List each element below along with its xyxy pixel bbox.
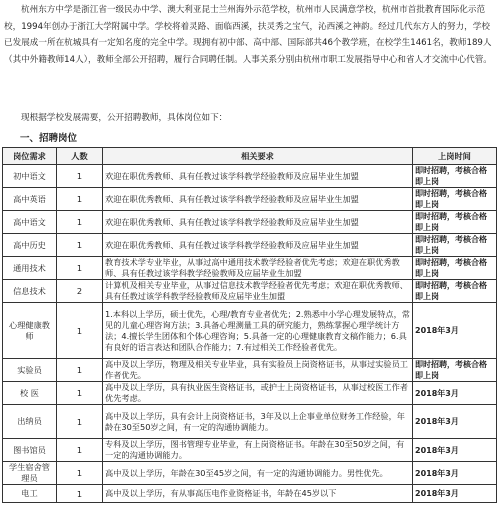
- table-row: [3, 280, 497, 303]
- table-row: [3, 359, 497, 382]
- count-cell: 1: [57, 439, 103, 462]
- count-cell: 1: [57, 485, 103, 503]
- requirement-cell: 高中及以上学历，物理及相关专业毕业，具有实验员上岗资格证书，从事过实验员工作者优先。: [103, 359, 413, 382]
- requirement-cell: 教育技术学专业毕业，从事过高中通用技术教学经验者优先考虑；欢迎在职优秀教师、具有任教过该学科教学经验教师及应届毕业生加盟: [103, 257, 413, 280]
- table-row: [3, 234, 497, 257]
- count-cell: 1: [57, 234, 103, 257]
- time-cell: 即时招聘，考核合格即上岗: [413, 234, 497, 257]
- requirement-cell: 1.本科以上学历，硕士优先，心理/教育专业者优先；2.熟悉中小学心理发展特点，常见的儿童心理咨询方法；3.具备心理测量工具的研究能力，熟练掌握心理学统计方法；4.擅长学生团体和个体心理咨询；5.具备一定的心理健康教育文稿作能力；6.具有良好的语言表达和团队合作能力；7.有过相关工作经验者优先。: [103, 303, 413, 359]
- position-cell: 出纳员: [3, 405, 57, 439]
- time-cell: 即时招聘，考核合格即上岗: [413, 280, 497, 303]
- position-cell: 心理健康教师: [3, 303, 57, 359]
- table-row: [3, 382, 497, 405]
- requirement-cell: 高中及以上学历，具有会计上岗资格证书，3年及以上企事业单位财务工作经验，年龄在30至50岁之间，有一定的沟通协调能力。: [103, 405, 413, 439]
- table-row: [3, 257, 497, 280]
- table-row: [3, 462, 497, 485]
- requirement-cell: 专科及以上学历，图书管理专业毕业，有上岗资格证书。年龄在30至50岁之间，有一定的沟通协调能力。: [103, 439, 413, 462]
- requirement-cell: 欢迎在职优秀教师、具有任教过该学科教学经验教师及应届毕业生加盟: [103, 165, 413, 188]
- position-cell: 校 医: [3, 382, 57, 405]
- count-cell: 1: [57, 405, 103, 439]
- requirement-cell: 高中及以上学历，有从事高压电作业资格证书，年龄在45岁以下: [103, 485, 413, 503]
- recruit-note: 现根据学校发展需要，公开招聘教师，具体岗位如下：: [21, 113, 228, 123]
- requirement-cell: 欢迎在职优秀教师、具有任教过该学科教学经验教师及应届毕业生加盟: [103, 211, 413, 234]
- position-cell: 图书馆员: [3, 439, 57, 462]
- time-cell: 即时招聘，考核合格即上岗: [413, 359, 497, 382]
- position-cell: 实验员: [3, 359, 57, 382]
- time-cell: 2018年3月: [413, 485, 497, 503]
- table-header-row: [3, 148, 497, 165]
- header-requirements: 相关要求: [103, 148, 413, 165]
- requirement-cell: 高中及以上学历，年龄在30至45岁之间，有一定的沟通协调能力。男性优先。: [103, 462, 413, 485]
- count-cell: 2: [57, 280, 103, 303]
- table-row: [3, 439, 497, 462]
- time-cell: 即时招聘，考核合格即上岗: [413, 188, 497, 211]
- table-row: [3, 303, 497, 359]
- position-cell: 高中历史: [3, 234, 57, 257]
- time-cell: 2018年3月: [413, 382, 497, 405]
- intro-paragraph: 杭州东方中学是浙江省一级民办中学、澳大利亚昆士兰州海外示范学校，杭州市人民满意学校，杭州市首批教育国际化示范校，1994年创办于浙江大学附属中学。学校将着灵路、面临西溪，扶灵秀之宝气，沁西溪之神韵。经过几代东方人的努力，学校已发展成一所在杭城具有一定知名度的完全中学。现拥有初中部、高中部、国际部共46个教学班，在校学生1461名，教师189人（其中外籍教师14人），教师全部公开招聘，履行合同聘任制。人事关系分别由杭州市职工发展指导中心和省人才交流中心代管。: [4, 5, 492, 65]
- count-cell: 1: [57, 462, 103, 485]
- table-row: [3, 405, 497, 439]
- time-cell: 2018年3月: [413, 439, 497, 462]
- requirement-cell: 欢迎在职优秀教师、具有任教过该学科教学经验教师及应届毕业生加盟: [103, 234, 413, 257]
- position-cell: 学生宿舍管理员: [3, 462, 57, 485]
- table-row: [3, 485, 497, 503]
- header-count: 人数: [57, 148, 103, 165]
- time-cell: 2018年3月: [413, 462, 497, 485]
- time-cell: 即时招聘，考核合格即上岗: [413, 257, 497, 280]
- position-cell: 高中英语: [3, 188, 57, 211]
- requirement-cell: 欢迎在职优秀教师、具有任教过该学科教学经验教师及应届毕业生加盟: [103, 188, 413, 211]
- table-row: [3, 188, 497, 211]
- table-row: [3, 165, 497, 188]
- count-cell: 1: [57, 382, 103, 405]
- section-title: 一、招聘岗位: [20, 133, 78, 144]
- time-cell: 2018年3月: [413, 405, 497, 439]
- table-row: [3, 211, 497, 234]
- requirement-cell: 高中及以上学历，具有执业医生资格证书，或护士上岗资格证书，从事过校医工作者优先考虑。: [103, 382, 413, 405]
- count-cell: 1: [57, 303, 103, 359]
- position-cell: 通用技术: [3, 257, 57, 280]
- count-cell: 1: [57, 188, 103, 211]
- header-position: 岗位需求: [3, 148, 57, 165]
- count-cell: 1: [57, 165, 103, 188]
- header-start-time: 上岗时间: [413, 148, 497, 165]
- position-cell: 初中语文: [3, 165, 57, 188]
- requirement-cell: 计算机及相关专业毕业，从事过信息技术教学经验者优先考虑；欢迎在职优秀教师、具有任教过该学科教学经验教师及应届毕业生加盟: [103, 280, 413, 303]
- position-cell: 信息技术: [3, 280, 57, 303]
- count-cell: 1: [57, 211, 103, 234]
- time-cell: 即时招聘，考核合格即上岗: [413, 211, 497, 234]
- position-cell: 电工: [3, 485, 57, 503]
- count-cell: 1: [57, 359, 103, 382]
- position-cell: 高中语文: [3, 211, 57, 234]
- recruitment-table: [2, 147, 497, 503]
- count-cell: 1: [57, 257, 103, 280]
- time-cell: 2018年3月: [413, 303, 497, 359]
- time-cell: 即时招聘，考核合格即上岗: [413, 165, 497, 188]
